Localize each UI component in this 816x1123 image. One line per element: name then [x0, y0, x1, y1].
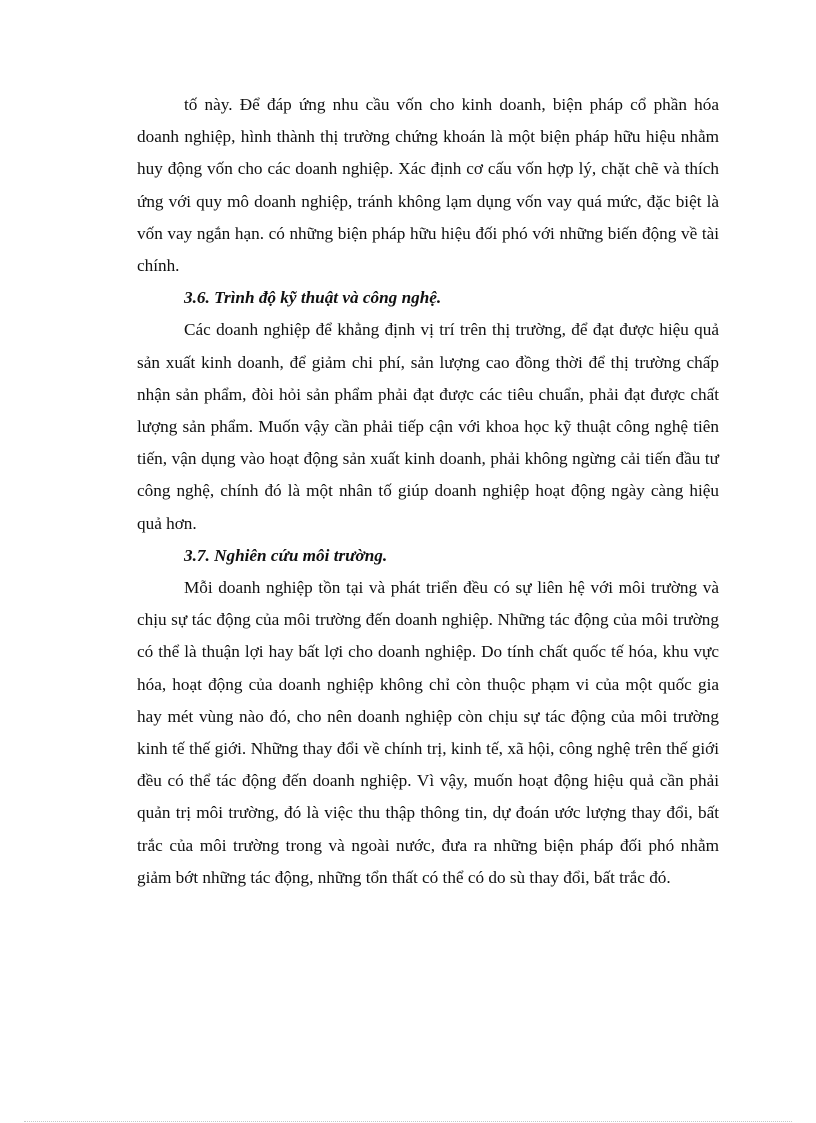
paragraph-capital-measures: tố này. Để đáp ứng nhu cầu vốn cho kinh doanh, biện pháp cổ phần hóa doanh nghiệp, hình thành thị trường chứng khoán là một biện pháp hữu hiệu nhằm huy động vốn cho các doanh nghiệp. Xác định cơ cấu vốn hợp lý, chặt chẽ và thích ứng với quy mô doanh nghiệp, tránh không lạm dụng vốn vay quá mức, đặc biệt là vốn vay ngắn hạn. có những biện pháp hữu hiệu đối phó với những biến động về tài chính.: [137, 95, 719, 276]
paragraph-environment: Mỗi doanh nghiệp tồn tại và phát triển đều có sự liên hệ với môi trường và chịu sự tác động của môi trường đến doanh nghiệp. Những tác động của môi trường có thể là thuận lợi hay bất lợi cho doanh nghiệp. Do tính chất quốc tế hóa, khu vực hóa, hoạt động của doanh nghiệp không chỉ còn thuộc phạm vi của một quốc gia hay mét vùng nào đó, cho nên doanh nghiệp còn chịu sự tác động của môi trường kinh tế thế giới. Những thay đổi về chính trị, kinh tế, xã hội, công nghệ trên thế giới đều có thể tác động đến doanh nghiệp. Vì vậy, muốn hoạt động hiệu quả cần phải quản trị môi trường, đó là việc thu thập thông tin, dự đoán ước lượng thay đổi, bất trắc của môi trường trong và ngoài nước, đưa ra những biện pháp đối phó nhằm giảm bớt những tác động, những tổn thất có thể có do sù thay đổi, bất trắc đó.: [137, 578, 719, 887]
document-body: [137, 89, 719, 894]
section-heading-3-6: 3.6. Trình độ kỹ thuật và công nghệ.: [184, 288, 442, 308]
section-heading-3-7: 3.7. Nghiên cứu môi trường.: [184, 545, 388, 565]
page-bottom-dotted-rule: [24, 1121, 792, 1122]
paragraph-technology: Các doanh nghiệp để khẳng định vị trí trên thị trường, để đạt được hiệu quả sản xuất kinh doanh, để giảm chi phí, sản lượng cao đồng thời để thị trường chấp nhận sản phẩm, đòi hỏi sản phẩm phải đạt được các tiêu chuẩn, phải đạt được chất lượng sản phẩm. Muốn vậy cần phải tiếp cận với khoa học kỹ thuật công nghệ tiên tiến, vận dụng vào hoạt động sản xuất kinh doanh, phải không ngừng cải tiến đầu tư công nghệ, chính đó là một nhân tố giúp doanh nghiệp hoạt động ngày càng hiệu quả hơn.: [137, 320, 719, 533]
